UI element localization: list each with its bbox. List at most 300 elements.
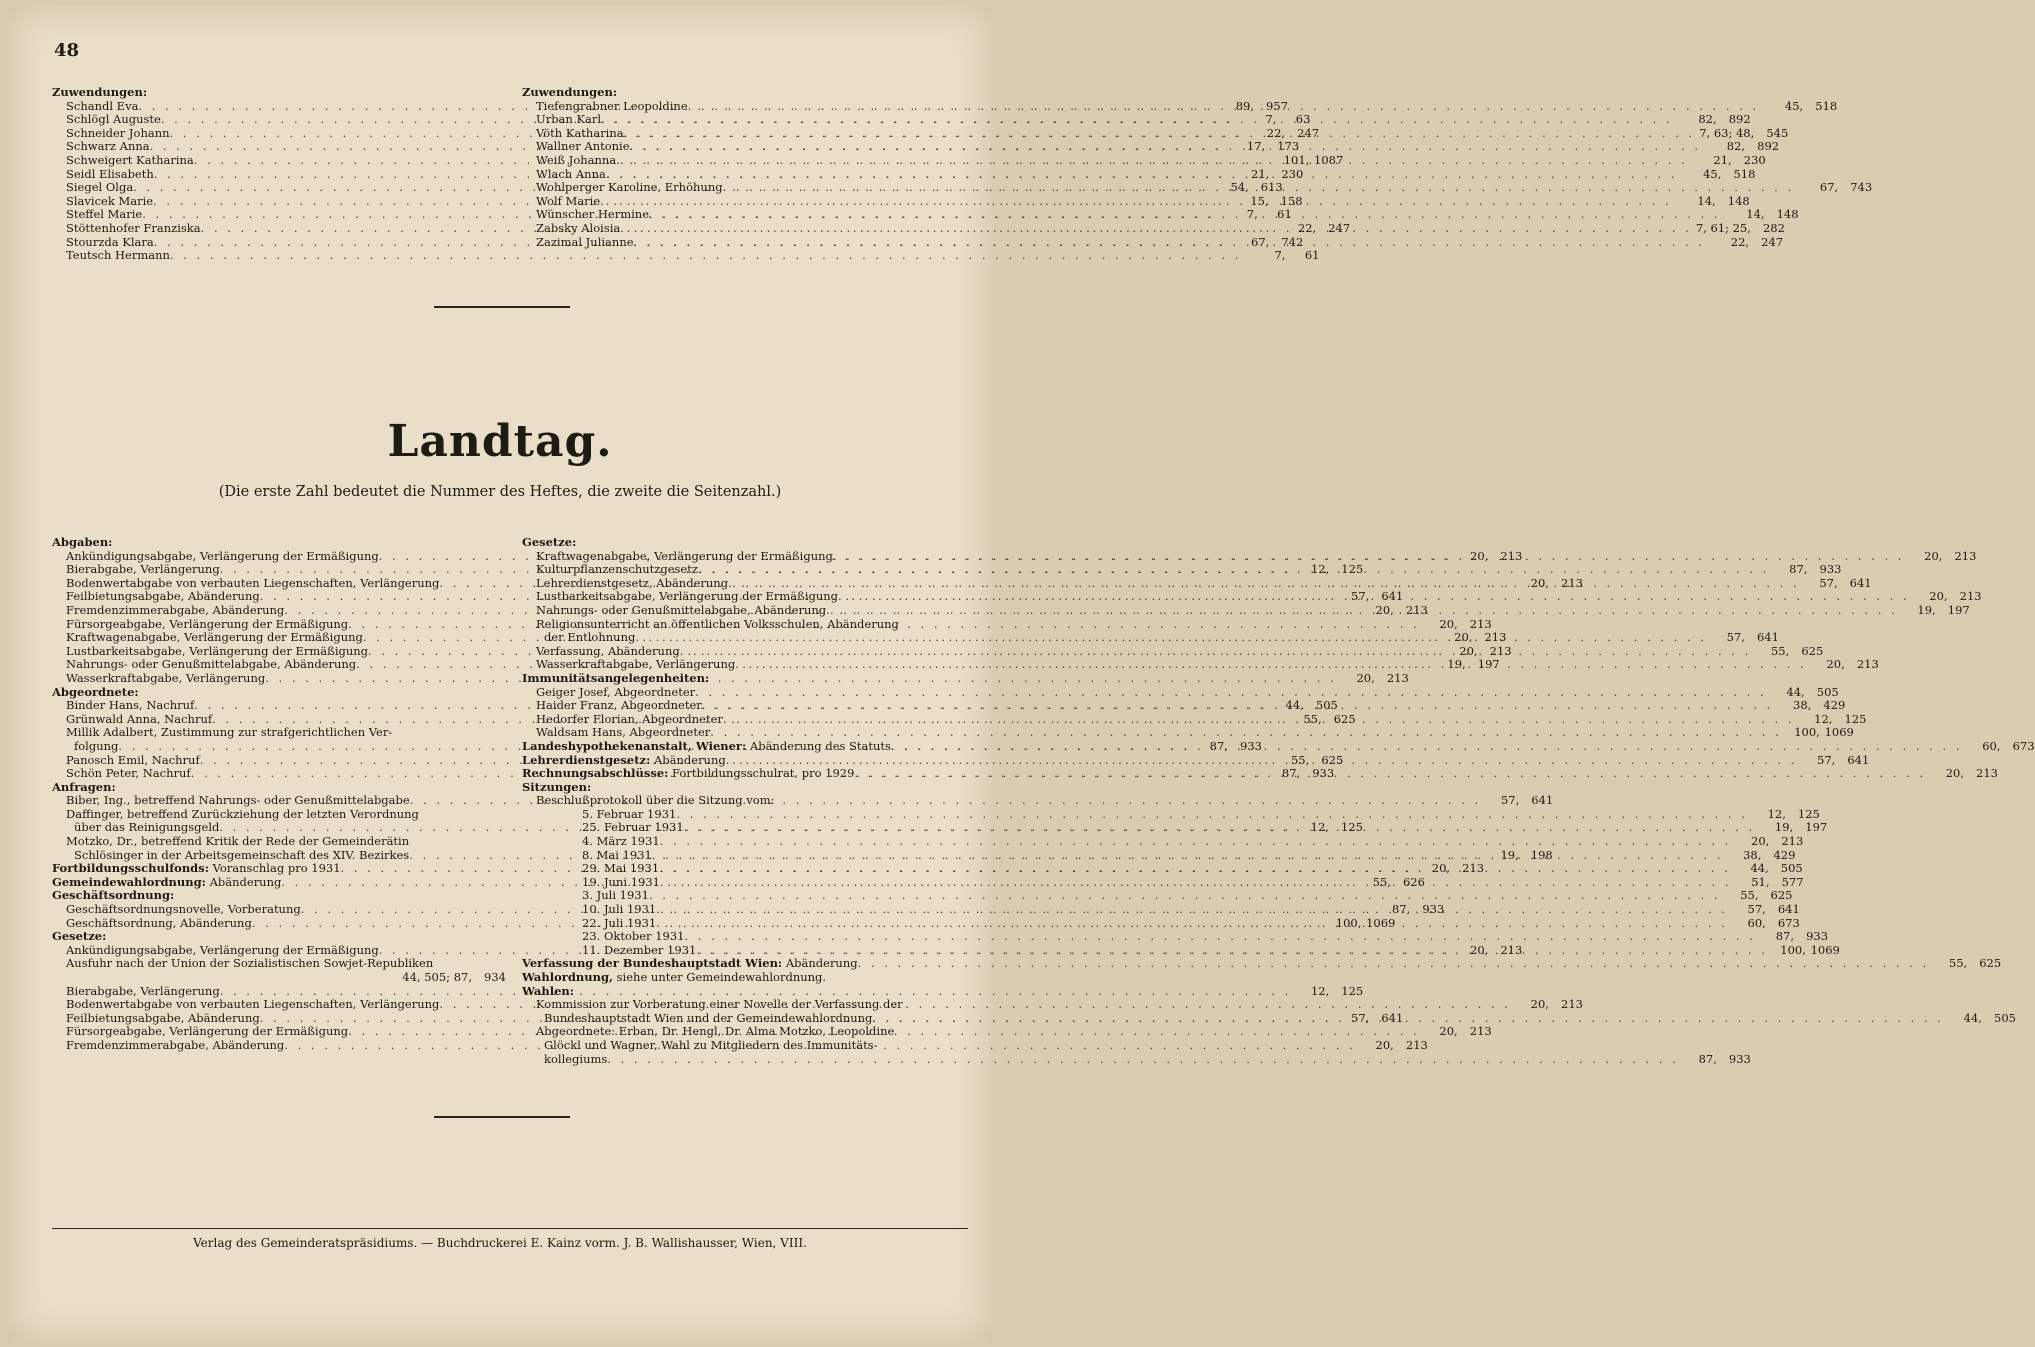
issue-number: 55, [1948,956,1968,971]
page-reference: 125 [1797,806,1820,821]
issue-number: 101, [1283,152,1310,167]
entry-reference [1688,154,1766,168]
page-reference: 673 [1777,915,1800,930]
entry-label: Siegel Olga [66,180,134,195]
entry-reference [1731,835,1803,849]
issue-number: 44, [1750,861,1769,876]
issue-number: 44, [1285,698,1304,713]
page-reference: 197 [1805,820,1828,835]
page-reference: 613 [1260,180,1283,195]
leader-dots [826,604,1898,618]
separator-bottom [434,1116,570,1118]
leader-dots [684,821,1756,835]
entry-label: 10. Juli 1931 [582,902,657,917]
page-reference: 247 [1297,125,1320,140]
entry-reference [1963,740,2035,754]
page-reference: 213 [1500,942,1523,957]
page-reference: 933 [1312,766,1335,781]
page-reference: 641 [1756,630,1779,645]
entry-label: Lustbarkeitsabgabe, Verlängerung der Ermäßigung [536,589,839,604]
page-reference: 933 [1819,562,1842,577]
entry-label: Bierabgabe, Verlängerung [66,562,220,577]
entry-label: Seidl Elisabeth [66,166,154,181]
entry-label: Binder Hans, Nachruf [66,698,195,713]
issue-number: 14, [1697,193,1716,208]
page-reference: 230 [1743,152,1766,167]
entry-reference [1723,849,1795,863]
entry-heading: Fortbildungsschulfonds: [52,861,209,876]
page-reference: 625 [1770,888,1793,903]
page-reference: 641 [1847,752,1870,767]
leader-dots [696,944,1768,958]
issue-number: 20, [1929,589,1948,604]
group-heading: Abgaben: [52,535,113,549]
leader-dots [607,1053,1679,1067]
issue-number: 20, [1530,997,1549,1012]
issue-number: 21, [1713,152,1732,167]
entry-label: Geschäftsordnungsnovelle, Vorberatung [66,902,301,917]
issue-number: 12, [1814,711,1833,726]
page-number: 48 [54,40,80,61]
leader-dots [872,1012,1944,1026]
issue-number: 87, [1281,766,1301,781]
entry-reference [1241,249,1319,263]
index-entry [522,834,1804,849]
leader-dots [649,889,1721,903]
index-entry-text: Kommission zur Vorberatung einer Novelle der Verfassung der [536,997,903,1012]
issue-number: 57, [1817,752,1836,767]
issue-number: 87, [1789,562,1808,577]
group-heading: Abgeordnete: [52,684,139,699]
issue-number: 7, [1246,207,1258,222]
entry-reference [1705,236,1783,250]
entry-reference [398,971,506,985]
page-reference: 213 [1976,766,1998,781]
entry-reference [1673,113,1751,127]
page-reference: 545 [1766,125,1789,140]
entry-reference [1672,195,1750,209]
group-heading: Sitzungen: [522,779,592,794]
page-reference: 892 [1728,112,1751,127]
entry-label: Bierabgabe, Verlängerung [66,983,220,998]
entry-label: Biber, Ing., betreffend Nahrungs- oder Genußmittelabgabe [66,793,410,808]
page-reference: 625 [1321,752,1344,767]
leader-dots [635,631,1707,645]
entry-reference [1800,577,1872,591]
entry-reference [1748,808,1820,822]
issue-number: 87, [1775,929,1795,944]
entry-label: Waldsam Hans, Abgeordneter [536,725,711,740]
page-reference: 213 [1386,670,1409,685]
entry-label: Geschäftsordnung, Abänderung [66,915,252,930]
leader-dots [833,550,1905,564]
page-reference: 933 [1728,1051,1751,1066]
entry-label: Schwarz Anna [66,139,150,154]
entry-reference [1755,821,1827,835]
entry-reference [1707,631,1779,645]
issue-number: 19, [1774,820,1794,835]
index-entry [522,806,1820,822]
entry-label: Schlösinger in der Arbeitsgemeinschaft des XIV. Bezirkes [74,847,410,862]
issue-number: 20, [1459,643,1478,658]
leader-dots [659,862,1731,876]
leader-dots [652,849,1724,863]
index-entry [522,971,968,985]
leader-dots [624,127,1696,141]
entry-label: Wohlperger Karoline, Erhöhung [536,180,723,195]
issue-number: 7, 63; 48, [1699,125,1755,140]
page-reference: 61 [1304,248,1320,263]
entry-label: Bodenwertabgabe von verbauten Liegenschaften, Verlängerung [66,575,440,590]
entry-label: Steffel Marie [66,207,143,222]
entry-reference [1910,590,1982,604]
entry-reference [1420,1025,1492,1039]
index-entry-text: Ausfuhr nach der Union der Sozialistischen Sowjet-Republiken [66,956,434,971]
page-reference: 641 [1381,1010,1404,1025]
leader-dots [698,563,1770,577]
entry-reference [1773,699,1845,713]
leader-dots [854,767,1926,781]
index-entry-text: Motzko, Dr., betreffend Kritik der Rede der Gemeinderätin [66,834,410,849]
entry-reference [1721,208,1799,222]
entry-label: Schandl Eva [66,98,139,113]
leader-dots [656,903,1728,917]
entry-label: Wasserkraftabgabe, Verlängerung [536,657,736,672]
leader-dots [649,208,1721,222]
issue-number: 55, [1372,874,1391,889]
entry-reference [1926,767,1998,781]
leader-dots [735,658,1807,672]
page-reference: 933 [1240,738,1262,753]
group-heading: Immunitätsangelegenheiten: [522,670,710,685]
issue-number: 82, [1726,139,1746,154]
issue-number: 20, [1356,670,1375,685]
issue-number: 22, [1730,234,1750,249]
page-reference: 213 [1561,997,1583,1012]
issue-number: 20, [1431,861,1451,876]
issue-number: 55, [1740,888,1759,903]
issue-number: 67, [1251,234,1270,249]
issue-number: 67, [1819,180,1839,195]
leader-dots [858,957,1930,971]
issue-number: 12, [1310,983,1330,998]
issue-number: 51, [1751,874,1770,889]
leader-dots [723,713,1795,727]
entry-label: Gemeindewahlordnung: Abänderung [52,874,282,889]
leader-dots [616,154,1688,168]
entry-label: Fürsorgeabgabe, Verlängerung der Ermäßigung [66,616,349,631]
page-reference: 957 [1266,98,1288,113]
page-reference: 933 [1422,902,1445,917]
entry-reference [1768,944,1840,958]
page-reference: 1069 [1810,942,1840,957]
page-reference: 213 [1561,575,1583,590]
entry-reference [1797,754,1869,768]
leader-dots [723,181,1795,195]
entry-label: Slavicek Marie [66,193,154,208]
index-entry-text: Religionsunterricht an öffentlichen Volksschulen, Abänderung [536,616,899,631]
issue-number: 20, [1470,942,1489,957]
page-reference: 518 [1815,98,1838,113]
issue-number: 12, [1310,820,1329,835]
entry-label: Geiger Josef, Abgeordneter [536,684,696,699]
page-reference: 641 [1849,575,1872,590]
entry-reference [1769,563,1841,577]
issue-number: 12, [1310,562,1330,577]
leader-dots [620,222,1692,236]
page-reference: 213 [1954,548,1977,563]
entry-label: Zazimal Julianne [536,234,634,249]
entry-label: Schweigert Katharina [66,152,194,167]
page-reference: 198 [1530,847,1553,862]
issue-number: 57, [1351,1010,1370,1025]
column-heading: Zuwendungen: [522,85,618,99]
issue-number: 14, [1746,207,1765,222]
page-reference: 934 [484,970,506,984]
issue-number: 20, [1826,657,1845,672]
entry-label: Urban Karl [536,112,602,127]
entry-label: Verfassung, Abänderung [536,643,680,658]
entry-reference [1904,550,1976,564]
issue-number: 12, [1767,806,1786,821]
entry-label: Vöth Katharina [536,125,624,140]
entry-reference [1420,618,1492,632]
entry-reference [1679,1053,1751,1067]
index-entry [522,548,1977,564]
entry-reference [1291,985,1363,999]
entry-reference [1794,181,1872,195]
issue-number: 20, [1439,1024,1458,1039]
entry-label: Schlögl Auguste [66,112,161,127]
page-reference: 743 [1850,180,1873,195]
page-reference: 505 [1994,1010,2016,1025]
issue-number: 44, [1786,684,1805,699]
entry-label: folgung [74,738,119,753]
page-reference: 429 [1773,847,1796,862]
entry-label: Kraftwagenabgabe, Verlängerung der Ermäßigung [536,548,833,563]
leader-dots [630,140,1702,154]
issue-number: 20, [1470,548,1489,563]
index-entry-text: Beschlußprotokoll über die Sitzung vom: [536,793,775,808]
entry-label: Wünscher Hermine [536,207,650,222]
entry-label: Grünwald Anna, Nachruf [66,711,213,726]
entry-heading: Gemeindewahlordnung: [52,874,206,889]
entry-label: Nahrungs- oder Genußmittelabgabe, Abänderung [66,657,357,672]
entry-reference [1692,222,1785,236]
page-reference: 213 [1500,548,1523,563]
page-reference: 625 [1979,956,2002,971]
entry-reference [1728,903,1800,917]
entry-label: Feilbietungsabgabe, Abänderung [66,1010,260,1025]
entry-label: Landeshypothekenanstalt, Wiener: Abänderung des Statuts [522,738,891,753]
page-reference: 505 [1315,698,1338,713]
entry-label: Teutsch Hermann [66,248,170,263]
page-reference: 247 [1761,234,1784,249]
index-entry [522,956,2002,971]
entry-reference [1695,127,1788,141]
page-reference: 213 [1484,630,1507,645]
group-heading: Anfragen: [52,779,116,794]
entry-label: Kraftwagenabgabe, Verlängerung der Ermäßigung [66,630,363,645]
index-entry [522,888,1793,903]
index-entry-text: Millik Adalbert, Zustimmung zur strafgerichtlichen Ver- [66,725,393,740]
entry-label: 8. Mai 1931 [582,847,652,862]
entry-label: Lehrerdienstgesetz: Abänderung [522,752,726,767]
entry-label: 19. Juni 1931 [582,874,660,889]
entry-heading: Lehrerdienstgesetz: [522,752,651,767]
issue-number: 57, [1351,589,1370,604]
entry-reference [1511,998,1583,1012]
issue-number: 22, [1297,220,1317,235]
entry-label: Hedorfer Florian, Abgeordneter [536,711,723,726]
section-title: Landtag. [387,416,613,467]
entry-label: Lehrerdienstgesetz, Abänderung [536,575,729,590]
entry-heading: Rechnungsabschlüsse: [522,766,669,781]
entry-label: Fremdenzimmerabgabe, Abänderung [66,602,285,617]
leader-dots [726,754,1798,768]
separator-top [434,306,570,308]
page-reference: 230 [1281,166,1304,181]
issue-number: 20, [1375,1037,1394,1052]
entry-reference [1807,658,1879,672]
entry-heading: Wahlordnung, [522,970,613,984]
page-reference: 61 [1277,207,1292,222]
entry-reference [1720,889,1792,903]
entry-label: Panosch Emil, Nachruf [66,752,200,767]
issue-number: 44, 505; 87, [402,970,472,984]
issue-number: 87, [1209,738,1228,753]
page-reference: 213 [1405,1037,1428,1052]
page-reference: 247 [1328,220,1351,235]
issue-number: 60, [1747,915,1766,930]
issue-number: 20, [1751,834,1770,849]
entry-label: Kulturpflanzenschutzgesetz [536,562,698,577]
page-reference: 213 [1856,657,1879,672]
issue-number: 57, [1747,902,1766,917]
index-entry [522,725,1854,740]
entry-reference [1929,957,2001,971]
index-entry-text: Glöckl und Wagner, Wahl zu Mitgliedern des Immunitäts- [544,1037,878,1052]
entry-label: Verfassung der Bundeshauptstadt Wien: Abänderung [522,956,858,971]
entry-reference [1731,862,1803,876]
leader-dots [676,808,1748,822]
page-reference: 1069 [1824,725,1854,740]
entry-label: 23. Oktober 1931 [582,929,685,944]
index-entry-text: Abgeordnete: Erban, Dr. Hengl, Dr. Alma Motzko, Leopoldine [536,1024,895,1039]
issue-number: 44, [1963,1010,1982,1025]
group-heading: Gesetze: [52,929,107,944]
issue-number: 89, [1235,98,1254,113]
leader-dots [710,726,1782,740]
issue-number: 100, [1335,915,1362,930]
column-heading: Zuwendungen: [52,85,148,99]
entry-label: Rechnungsabschlüsse: Fortbildungsschulrat, pro 1929 [522,766,855,781]
index-entry [522,929,1829,944]
page-reference: 213 [1405,602,1428,617]
entry-label: 4. März 1931 [582,834,660,849]
entry-label: Stöttenhofer Franziska [66,220,201,235]
entry-reference [1767,686,1839,700]
entry-label: Feilbietungsabgabe, Abänderung [66,589,260,604]
entry-reference [1794,713,1866,727]
issue-number: 87, [1391,902,1411,917]
page-reference: 63 [1295,112,1311,127]
page-reference: 173 [1277,139,1300,154]
leader-dots [606,168,1678,182]
issue-number: 57, [1500,793,1520,808]
entry-reference [1782,726,1854,740]
leader-dots [688,100,1760,114]
issue-number: 38, [1793,698,1812,713]
page-reference: 505 [1780,861,1803,876]
entry-reference [1898,604,1970,618]
issue-number: 60, [1982,738,2001,753]
page-reference: 577 [1781,874,1804,889]
leader-dots [684,930,1756,944]
entry-reference [1728,917,1800,931]
page-reference: 641 [1381,589,1404,604]
issue-number: 100, [1780,942,1806,957]
leader-dots [728,577,1800,591]
group-heading: Geschäftsordnung: [52,888,175,903]
issue-number: 21, [1251,166,1270,181]
index-entry [52,248,1320,263]
entry-reference [1944,1012,2016,1026]
issue-number: 7, [1265,112,1277,127]
group-heading: Gesetze: [522,535,577,549]
entry-label: Bundeshauptstadt Wien und der Gemeindewahlordnung [544,1010,873,1025]
page-reference: 1087 [1314,152,1344,167]
leader-dots [634,236,1706,250]
page-reference: 625 [1333,711,1356,726]
entry-label: 5. Februar 1931 [582,806,677,821]
issue-number: 57, [1726,630,1745,645]
page-reference: 125 [1341,562,1364,577]
entry-reference [1756,930,1828,944]
entry-label: 22. Juli 1931 [582,915,657,930]
entry-label: Haider Franz, Abgeordneter [536,698,702,713]
page-reference: 125 [1844,711,1867,726]
page-reference: 148 [1776,207,1799,222]
issue-number: 7, [1274,248,1286,263]
issue-number: 15, [1250,193,1269,208]
page-reference: 125 [1340,820,1363,835]
issue-number: 20, [1924,548,1943,563]
issue-number: 54, [1230,180,1249,195]
entry-label: Wolf Marie [536,193,601,208]
entry-label: über das Reinigungsgeld [74,820,220,835]
entry-label: Wasserkraftabgabe, Verlängerung [66,670,266,685]
entry-label: Schön Peter, Nachruf [66,766,191,781]
issue-number: 19, [1500,847,1519,862]
page-reference: 213 [1469,1024,1492,1039]
issue-number: 20, [1454,630,1473,645]
page-reference: 197 [1477,657,1500,672]
issue-number: 45, [1703,166,1722,181]
page-reference: 197 [1947,602,1970,617]
issue-number: 20, [1439,616,1458,631]
page-reference: 213 [1489,643,1512,658]
page-reference: 892 [1757,139,1780,154]
section-subtitle: (Die erste Zahl bedeutet die Nummer des Heftes, die zweite die Seitenzahl.) [218,484,782,500]
issue-number: 55, [1290,752,1310,767]
entry-reference [1732,876,1804,890]
entry-label: Fortbildungsschulfonds: Voranschlag pro 1931 [52,861,341,876]
issue-number: 38, [1743,847,1762,862]
entry-label: Stourzda Klara [66,234,154,249]
entry-label: Wlach Anna [536,166,606,181]
footer-rule [52,1228,968,1229]
